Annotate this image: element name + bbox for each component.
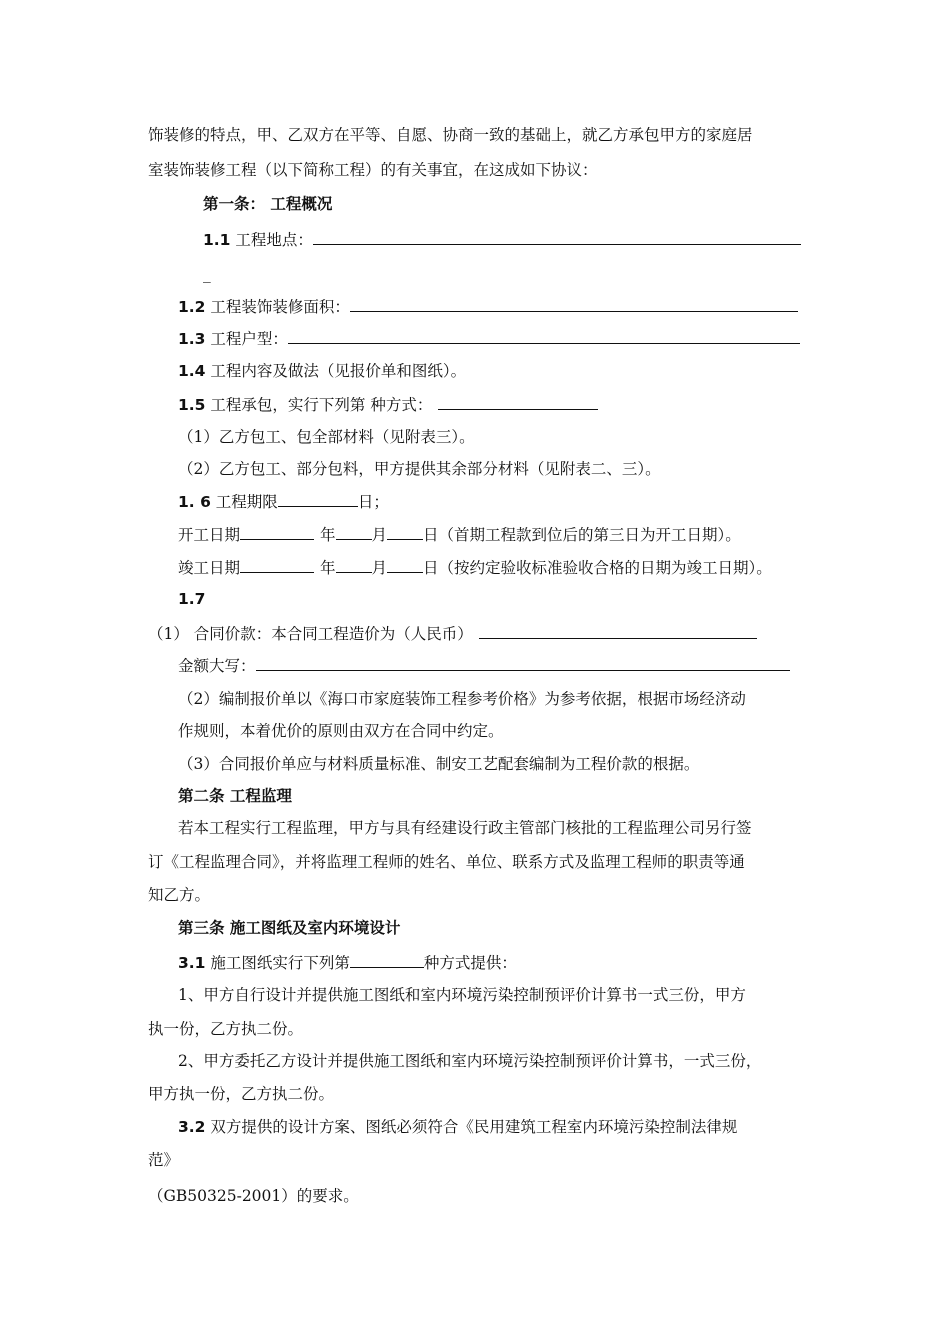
article-1-heading: 第一条： 工程概况 xyxy=(203,195,333,213)
price-item-3: （3）合同报价单应与材料质量标准、制安工艺配套编制为工程价款的根据。 xyxy=(178,755,700,773)
item-number: 1. 6 xyxy=(178,493,211,511)
item-1-5-option-1: （1）乙方包工、包全部材料（见附表三）。 xyxy=(178,428,475,446)
item-3-1-option-2-line-2: 甲方执一份，乙方执二份。 xyxy=(148,1085,335,1103)
item-3-1-option-1-line-1: 1、甲方自行设计并提供施工图纸和室内环境污染控制预评价计算书一式三份，甲方 xyxy=(178,986,746,1004)
item-1-5 xyxy=(178,394,598,415)
location-blank xyxy=(313,229,801,245)
item-number: 3.1 xyxy=(178,954,206,972)
price-item-2-line-1: （2）编制报价单以《海口市家庭装饰工程参考价格》为参考依据，根据市场经济动 xyxy=(178,690,746,708)
item-number: 1.5 xyxy=(178,396,206,414)
item-1-1-continuation: _ xyxy=(203,265,211,283)
start-date-line xyxy=(178,524,741,545)
item-number: 1.2 xyxy=(178,298,206,316)
item-3-2-line-2: 范》 xyxy=(148,1151,180,1169)
price-item-1 xyxy=(148,623,757,644)
amount-words-blank xyxy=(256,655,790,671)
start-date-note: 日（首期工程款到位后的第三日为开工日期）。 xyxy=(423,526,741,544)
start-day-blank xyxy=(387,524,423,540)
item-3-1-option-1-line-2: 执一份，乙方执二份。 xyxy=(148,1020,304,1038)
item-label: 施工图纸实行下列第 xyxy=(210,954,350,972)
item-1-7-number: 1.7 xyxy=(178,590,206,608)
end-day-blank xyxy=(387,557,423,573)
start-date-label: 开工日期 xyxy=(178,526,241,544)
price-item-2-line-2: 作规则，本着优价的原则由双方在合同中约定。 xyxy=(178,722,504,740)
start-year-blank xyxy=(240,524,314,540)
drawing-mode-blank xyxy=(350,952,424,968)
start-month-blank xyxy=(336,524,372,540)
item-unit: 种方式提供： xyxy=(423,954,517,972)
intro-line-1: 饰装修的特点，甲、乙双方在平等、自愿、协商一致的基础上，就乙方承包甲方的家庭居 xyxy=(148,126,753,144)
contract-mode-blank xyxy=(438,394,598,410)
amount-label: 金额大写： xyxy=(178,657,256,675)
item-label: 工程地点： xyxy=(235,231,313,249)
item-label: 工程承包，实行下列第 种方式： xyxy=(210,396,433,414)
month-label: 月 xyxy=(371,526,388,544)
price-item-1-text: （1） 合同价款：本合同工程造价为（人民币） xyxy=(148,625,473,643)
item-3-1 xyxy=(178,952,517,973)
item-text: 工程内容及做法（见报价单和图纸）。 xyxy=(210,362,467,380)
item-1-4 xyxy=(178,361,466,381)
article-3-heading: 第三条 施工图纸及室内环境设计 xyxy=(178,919,401,937)
month-label: 月 xyxy=(371,559,388,577)
item-1-3 xyxy=(178,328,800,349)
layout-blank xyxy=(288,328,800,344)
item-label: 工程装饰装修面积： xyxy=(210,298,350,316)
intro-line-2: 室装饰装修工程（以下简称工程）的有关事宜，在这成如下协议： xyxy=(148,161,598,179)
item-unit: 日； xyxy=(357,493,389,511)
area-blank xyxy=(350,296,798,312)
item-text: 双方提供的设计方案、图纸必须符合《民用建筑工程室内环境污染控制法律规 xyxy=(210,1118,738,1136)
item-3-1-option-2-line-1: 2、甲方委托乙方设计并提供施工图纸和室内环境污染控制预评价计算书，一式三份， xyxy=(178,1052,762,1070)
item-number: 1.3 xyxy=(178,330,206,348)
item-3-2 xyxy=(178,1117,737,1137)
article-2-heading: 第二条 工程监理 xyxy=(178,787,292,805)
item-1-1 xyxy=(203,229,801,250)
item-3-2-line-3: （GB50325-2001）的要求。 xyxy=(148,1187,359,1205)
price-rmb-blank xyxy=(479,623,757,639)
year-label: 年 xyxy=(320,559,336,577)
end-date-label: 竣工日期 xyxy=(178,559,241,577)
item-number: 1.1 xyxy=(203,231,231,249)
article-2-line-1: 若本工程实行工程监理，甲方与具有经建设行政主管部门核批的工程监理公司另行签 xyxy=(178,819,752,837)
item-label: 工程期限 xyxy=(215,493,278,511)
end-date-note: 日（按约定验收标准验收合格的日期为竣工日期）。 xyxy=(423,559,772,577)
year-label: 年 xyxy=(320,526,336,544)
item-number: 1.4 xyxy=(178,362,206,380)
article-2-line-3: 知乙方。 xyxy=(148,886,211,904)
end-year-blank xyxy=(240,557,314,573)
amount-in-words xyxy=(178,655,790,676)
duration-blank xyxy=(278,491,358,507)
item-1-6 xyxy=(178,491,389,512)
item-1-2 xyxy=(178,296,798,317)
item-1-5-option-2: （2）乙方包工、部分包料，甲方提供其余部分材料（见附表二、三）。 xyxy=(178,460,661,478)
item-number: 3.2 xyxy=(178,1118,206,1136)
item-label: 工程户型： xyxy=(210,330,288,348)
end-month-blank xyxy=(336,557,372,573)
article-2-line-2: 订《工程监理合同》，并将监理工程师的姓名、单位、联系方式及监理工程师的职责等通 xyxy=(148,853,745,871)
end-date-line xyxy=(178,557,772,578)
